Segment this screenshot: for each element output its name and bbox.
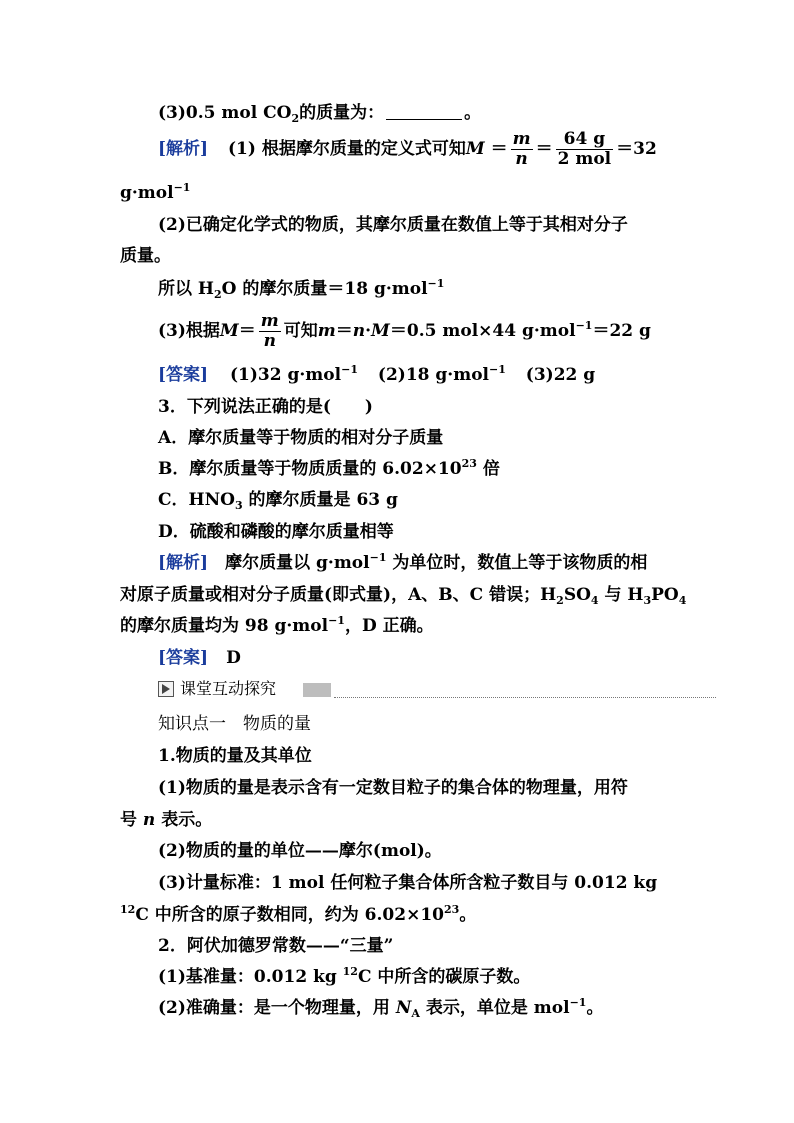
sup: −1: [328, 614, 345, 627]
frac-den-n: n: [515, 149, 528, 169]
q3-option-c: [158, 489, 398, 511]
text: 倍: [476, 459, 500, 479]
text: ＝22 g: [592, 321, 651, 341]
text: B．摩尔质量等于物质质量的 6.02×10: [158, 459, 462, 479]
q3-analysis-line1: [158, 552, 647, 574]
var-m: m: [317, 321, 336, 341]
text: 为单位时，数值上等于该物质的相: [386, 553, 648, 573]
text: SO: [563, 585, 591, 605]
text: PO: [651, 585, 679, 605]
analysis-p1-unit: [120, 182, 190, 204]
var-N: N: [395, 998, 412, 1018]
answer-blank: [386, 103, 462, 120]
dot: ·: [365, 321, 372, 341]
sup: −1: [575, 319, 593, 332]
knowledge-h1: 1.物质的量及其单位: [158, 746, 312, 766]
text: (2)准确量：是一个物理量，用: [158, 998, 396, 1018]
q2-part3-prefix: (3)0.5 mol CO: [158, 103, 292, 123]
var-M: M: [465, 139, 485, 159]
sub: 3: [643, 594, 652, 607]
var-M: M: [219, 321, 239, 341]
sub: A: [411, 1007, 420, 1020]
text: 号: [120, 810, 143, 830]
fraction-m-over-n: [511, 130, 533, 169]
sup: 12: [342, 965, 358, 978]
knowledge-h2: 2．阿伏加德罗常数——“三量”: [158, 936, 394, 956]
answer-value: D: [226, 648, 241, 668]
q3-answer-row: [158, 647, 241, 669]
var-n: n: [352, 321, 366, 341]
analysis-p2-line1: (2)已确定化学式的物质，其摩尔质量在数值上等于其相对分子: [158, 215, 628, 235]
analysis-tag: [解析]: [158, 139, 209, 159]
sub: 2: [213, 288, 222, 301]
result-32: ＝32: [616, 139, 657, 159]
frac-num-m: m: [512, 129, 531, 149]
sub: 4: [678, 594, 687, 607]
sup: −1: [489, 363, 506, 376]
text: 与 H: [598, 585, 644, 605]
analysis-tag: [解析]: [158, 553, 209, 573]
text: 表示，单位是 mol: [419, 998, 570, 1018]
sub: 3: [234, 499, 243, 512]
text: ＝0.5 mol×44 g·mol: [389, 321, 576, 341]
analysis-p3: [158, 309, 651, 353]
fraction-64g-over-2mol: [556, 130, 614, 169]
answer-3: (3)22 g: [525, 365, 596, 385]
knowledge-p1-line2: [120, 809, 212, 831]
sup: 23: [461, 457, 477, 470]
analysis-p1: [158, 127, 657, 171]
eq-sign: ＝: [490, 139, 508, 159]
text: 的摩尔质量均为 98 g·mol: [120, 616, 329, 636]
answer-1: (1)32 g·mol: [230, 365, 342, 385]
sup: 23: [444, 903, 460, 916]
q3-option-a: A．摩尔质量等于物质的相对分子质量: [158, 428, 444, 448]
knowledge-heading: 知识点一 物质的量: [158, 714, 311, 734]
unit-sup: −1: [173, 181, 191, 194]
sup: −1: [369, 551, 387, 564]
sup: 12: [120, 903, 136, 916]
text: C 中所含的原子数相同，约为 6.02×10: [135, 905, 444, 925]
fraction-m-over-n-2: [259, 312, 281, 351]
text: 。: [586, 998, 604, 1018]
co2-subscript: 2: [291, 112, 300, 125]
section-dotted-rule: [334, 697, 716, 698]
frac-num: m: [260, 311, 279, 331]
knowledge-p2: (2)物质的量的单位——摩尔(mol)。: [158, 841, 442, 861]
section-header: [158, 680, 718, 700]
unit-text: g·mol: [120, 183, 174, 203]
section-decor-block: [303, 683, 331, 697]
q3-option-b: [158, 458, 500, 480]
text: 对原子质量或相对分子质量(即式量)，A、B、C 错误；H: [120, 585, 557, 605]
q3-analysis-line3: [120, 615, 434, 637]
answer-tag: [答案]: [158, 365, 209, 385]
text: 。: [459, 905, 477, 925]
text: (3)根据: [158, 321, 220, 341]
frac-den: n: [263, 331, 276, 351]
knowledge-q2: [158, 997, 603, 1019]
q2-part3-suffix: 的质量为：: [299, 103, 385, 123]
text: 表示。: [155, 810, 213, 830]
text: 所以 H: [158, 279, 214, 299]
frac-num-64g: 64 g: [556, 130, 614, 150]
analysis-p2-line2: 质量。: [120, 246, 171, 266]
sup: −1: [569, 996, 587, 1009]
q3-option-d: D．硫酸和磷酸的摩尔质量相等: [158, 522, 394, 542]
q2-part3-end: 。: [464, 103, 482, 123]
q3-stem: 3．下列说法正确的是( ): [158, 397, 373, 417]
text: C．HNO: [158, 490, 235, 510]
text: O 的摩尔质量＝18 g·mol: [221, 279, 428, 299]
q3-analysis-line2: [120, 584, 686, 606]
var-M: M: [371, 321, 390, 341]
frac-den-2mol: 2 mol: [557, 149, 612, 169]
answer-tag: [答案]: [158, 648, 209, 668]
knowledge-p1-line1: (1)物质的量是表示含有一定数目粒子的集合体的物理量，用符: [158, 778, 628, 798]
q2-part3: [158, 102, 481, 124]
play-arrow-icon: [158, 681, 174, 697]
knowledge-p3-line1: (3)计量标准：1 mol 任何粒子集合体所含粒子数目与 0.012 kg: [158, 873, 658, 893]
text: ，D 正确。: [344, 616, 434, 636]
answer-2: (2)18 g·mol: [377, 365, 489, 385]
sup: −1: [341, 363, 358, 376]
analysis-p2-line3: [158, 278, 444, 300]
knowledge-p3-line2: [120, 904, 476, 926]
eq-sign: ＝: [335, 321, 353, 341]
eq-sign-2: ＝: [535, 139, 553, 159]
eq-sign: ＝: [238, 321, 256, 341]
answer-row: [158, 364, 595, 386]
section-title: 课堂互动探究: [180, 679, 277, 698]
text: (1)基准量：0.012 kg: [158, 967, 343, 987]
text: C 中所含的碳原子数。: [357, 967, 531, 987]
text: 可知: [283, 321, 318, 341]
sub: 2: [556, 594, 564, 607]
text: 摩尔质量以 g·mol: [208, 553, 370, 573]
analysis-p1-text: (1) 根据摩尔质量的定义式可知: [228, 139, 466, 159]
var-n: n: [142, 810, 156, 830]
knowledge-q1: [158, 966, 530, 988]
text: 的摩尔质量是 63 g: [242, 490, 398, 510]
sub: 4: [590, 594, 599, 607]
sup: −1: [427, 277, 445, 290]
